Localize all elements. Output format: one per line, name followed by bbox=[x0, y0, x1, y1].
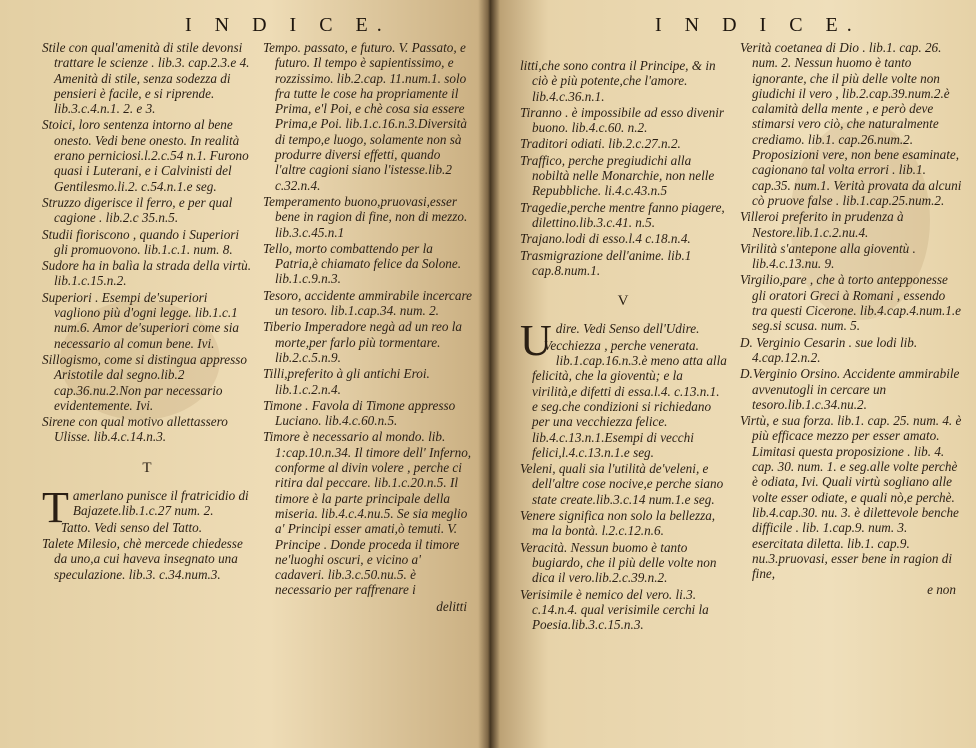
index-entry: Tesoro, accidente ammirabile incercare un tesoro. lib.1.cap.34. num. 2. bbox=[263, 287, 473, 319]
index-entry: Virtù, e sua forza. lib.1. cap. 25. num. 4. è più efficace mezzo per esser amato. Limitasi questa proposizione . lib. 4. cap. 30. num. 1. e seg.alle volte perchè è odiata, Ivi. Quali virtù sogliano alle volte esser odiate, e quali nò,e perchè. lib.4.cap.30. nu. 3. è dilettevole benche difficile . lib. 1.cap.9. num. 3. esercitata diletta. lib.1. cap.9. nu.3.pruovasi, esser bene in ragion di fine, bbox=[740, 413, 962, 582]
index-entry: Tilli,preferito à gli antichi Eroi. lib.1.c.2.n.4. bbox=[263, 366, 430, 397]
index-entry: Timore è necessario al mondo. lib. 1:cap.10.n.34. Il timore dell' Inferno, conforme al divin volere , perche ci ritira dal peccare. lib.1.c.20.n.5. Il timore è la parte principale della miseria. lib.4.c.4.nu.5. Se sia meglio a' Principi esser amati,ò temuti. V. Principe . Donde proceda il timore ne'luoghi oscuri, e vicino a' cadaveri. lib.3.c.50.nu.5. è necessario per raffrenare i bbox=[263, 429, 472, 598]
index-entry: Sillogismo, come si distingua appresso Aristotile dal segno.lib.2 cap.36.nu.2.Non par necessario evidentemente. Ivi. bbox=[42, 351, 248, 413]
index-entry: Sudore ha in balìa la strada della virtù. lib.1.c.15.n.2. bbox=[42, 258, 252, 289]
running-head-left: I N D I C E. bbox=[185, 14, 391, 36]
index-entry: Tempo. passato, e futuro. V. Passato, e futuro. Il tempo è sapientissimo, e rozzissimo. lib.2.cap. 11.num.1. solo fra tutte le cose ha propriamente il Prima, e'l Poi, e chè cosa sia essere Prima,e Poi. lib.1.c.16.n.3.Diversità di tempo,e luogo, solamente non sà produrre diversi effetti, quando l'altre cagioni siano l'istesse.lib.2 c.32.n.4. bbox=[263, 40, 467, 193]
index-entry: Venere significa non solo la bellezza, ma la bontà. l.2.c.12.n.6. bbox=[520, 508, 716, 539]
right-column-2 bbox=[740, 40, 962, 598]
index-entry: Villeroi preferito in prudenza à Nestore.lib.1.c.2.nu.4. bbox=[740, 209, 904, 240]
catchword-left: delitti bbox=[436, 598, 467, 614]
index-entry: Tatto. Vedi senso del Tatto. bbox=[60, 519, 203, 535]
index-entry: Stile con qual'amenità di stile devonsi trattare le scienze . lib.3. cap.2.3.e 4. Amenità di stile, senza sodezza di pensieri è facile, e si riprende. lib.3.c.4.n.1. 2. e 3. bbox=[42, 40, 250, 117]
index-entry: Veleni, quali sia l'utilità de'veleni, e dell'altre cose nocive,e perche siano state create.lib.3.c.14 num.1.e seg. bbox=[520, 461, 724, 507]
index-entry: Temperamento buono,pruovasi,esser bene in ragion di fine, non di mezzo. lib.3.c.45.n.1 bbox=[263, 193, 468, 240]
index-entry: Verisimile è nemico del vero. li.3. c.14.n.4. qual verisimile cerchi la Poesia.lib.3.c.15.n.3. bbox=[520, 586, 709, 633]
index-entry: Udire. Vedi Senso dell'Udire. bbox=[520, 316, 700, 366]
index-entry: Sirene con qual motivo allettassero Ulisse. lib.4.c.14.n.3. bbox=[42, 414, 228, 445]
index-entry: Virilità s'antepone alla gioventù . lib.4.c.13.nu. 9. bbox=[740, 240, 916, 272]
index-entry: Trasmigrazione dell'anime. lib.1 cap.8.num.1. bbox=[520, 247, 692, 278]
index-entry: Tiranno . è impossibile ad esso divenir buono. lib.4.c.60. n.2. bbox=[520, 104, 725, 136]
index-entry: Tiberio Imperadore negà ad un reo la morte,per farlo più tormentare. lib.2.c.5.n.9. bbox=[263, 319, 463, 365]
catchword-right: e non bbox=[927, 582, 956, 598]
index-entry: Virgilio,pare , che à torto antepponesse gli oratori Greci à Romani , essendo tra questi Cicerone. lib.4.cap.4.num.1.e seg.si scusa. num. 5. bbox=[740, 272, 962, 334]
index-entry: Struzzo digerisce il ferro, e per qual cagione . lib.2.c 35.n.5. bbox=[42, 194, 233, 226]
index-entry: Talete Milesio, chè mercede chiedesse da uno,a cui haveva insegnato una speculazione. lib.3. c.34.num.3. bbox=[42, 535, 243, 582]
index-entry: litti,che sono contra il Principe, & in ciò è più potente,che l'amore. lib.4.c.36.n.1. bbox=[520, 58, 716, 104]
section-letter-t: T bbox=[142, 459, 154, 476]
index-entry: Timone . Favola di Timone appresso Luciano. lib.4.c.60.n.5. bbox=[263, 397, 456, 429]
right-column-1 bbox=[520, 58, 728, 633]
section-letter-v: V bbox=[617, 293, 631, 310]
running-head-right: I N D I C E. bbox=[655, 14, 861, 36]
index-entry: Trajano.lodi di esso.l.4 c.18.n.4. bbox=[520, 231, 691, 247]
index-entry: Verità coetanea di Dio . lib.1. cap. 26. num. 2. Nessun huomo è tanto ignorante, che il più delle volte non giudichi il vero , lib.2.cap.39.num.2.è calamità della mente , e però deve stimarsi vero ciò, che naturalmente crediamo. lib.1. cap.26.num.2. Proposizioni vere, non bene esaminate, cagionano tal volta errori . lib.1. cap.35. num.1. Verità provata da alcuni cò pruove false . lib.1.cap.25.num.2. bbox=[740, 40, 962, 208]
left-column-2 bbox=[263, 40, 473, 614]
index-entry: Tello, morto combattendo per la Patria,è chiamato felice da Solone. lib.1.c.9.n.3. bbox=[263, 240, 462, 287]
right-page bbox=[490, 0, 976, 748]
index-entry: Veracità. Nessun buomo è tanto bugiardo, che il più delle volte non dica il vero.lib.2.c.39.n.2. bbox=[520, 539, 717, 586]
index-entry: Tragedie,perche mentre fanno piagere, dilettino.lib.3.c.41. n.5. bbox=[520, 199, 725, 230]
index-entry: D.Verginio Orsino. Accidente ammirabile avvenutogli in cercare un tesoro.lib.1.c.34.nu.2. bbox=[740, 366, 960, 412]
left-column-1 bbox=[42, 40, 254, 583]
index-entry: Vecchiezza , perche venerata. lib.1.cap.16.n.3.è meno atta alla felicità, che la gioventù; e la virilità,e difetti di essa.l.4. c.13.n.1. e seg.che condizioni si richiedano per una vecchiezza felice. lib.4.c.13.n.1.Esempi di vecchi felici,l.4.c.13.n.1.e seg. bbox=[532, 337, 727, 460]
index-entry: Studii fioriscono , quando i Superiori gli promuovono. lib.1.c.1. num. 8. bbox=[42, 226, 240, 257]
index-entry: Stoici, loro sentenza intorno al bene onesto. Vedi bene onesto. In realità erano perniciosi.l.2.c.54 n.1. Furono quasi i Luterani, e i Calvinisti del Gentilesmo.li.2. c.54.n.1.e seg. bbox=[42, 117, 249, 194]
index-entry: Tamerlano punisce il fratricidio di Bajazete.lib.1.c.27 num. 2. bbox=[42, 483, 249, 533]
book-gutter bbox=[478, 0, 500, 748]
index-entry: D. Verginio Cesarin . sue lodi lib. 4.cap.12.n.2. bbox=[740, 334, 918, 365]
index-entry: Superiori . Esempi de'superiori vagliono più d'ogni legge. lib.1.c.1 num.6. Amor de'superiori come sia necessario al comun bene. Ivi. bbox=[42, 289, 239, 351]
index-entry: Traditori odiati. lib.2.c.27.n.2. bbox=[520, 136, 681, 152]
index-entry: Traffico, perche pregiudichi alla nobiltà nelle Monarchie, non nelle Repubbliche. li.4.c.43.n.5 bbox=[520, 152, 715, 199]
